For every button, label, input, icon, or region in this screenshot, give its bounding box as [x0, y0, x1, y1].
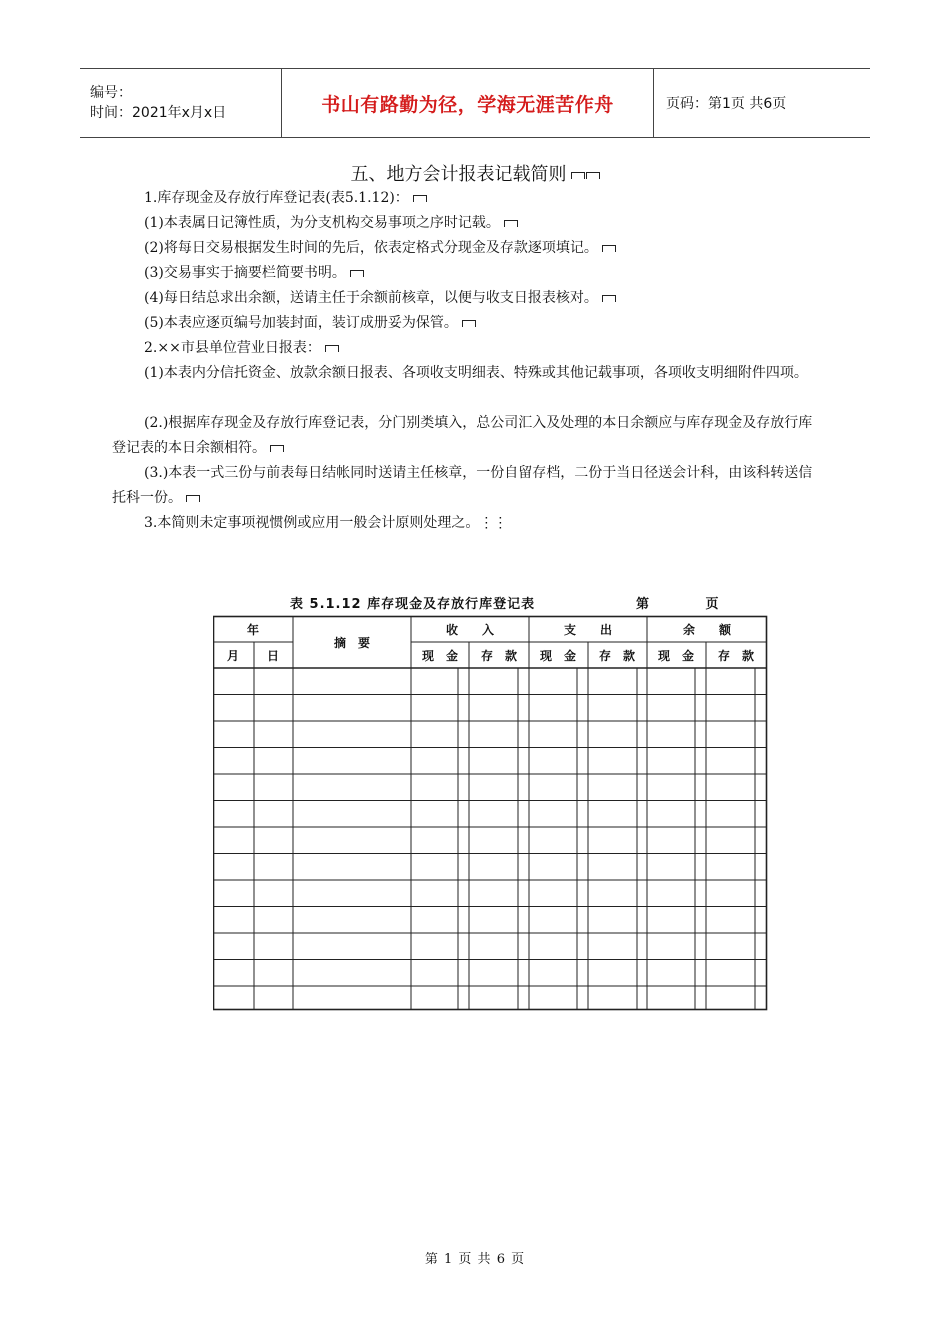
header-page-label: 页码：第1页 共6页	[666, 96, 787, 112]
header-income: 收 入	[445, 623, 495, 637]
paragraph-5: (4)每日结总求出余额，送请主任于余额前核章，以便与收支日报表核对。	[144, 286, 816, 311]
header-summary: 摘 要	[333, 636, 371, 650]
header-balance-deposit: 存 款	[717, 649, 755, 663]
paragraph-6: (5)本表应逐页编号加装封面，装订成册妥为保管。	[144, 311, 816, 336]
ledger-page-caption: 第 页	[636, 597, 745, 612]
time-label: 时间：2021年x月x日	[90, 105, 227, 121]
header-year: 年	[246, 623, 260, 637]
paragraph-4: (3)交易事实于摘要栏简要书明。	[144, 261, 816, 286]
paragraph-1: 1.库存现金及存放行库登记表(表5.1.12)：	[144, 186, 816, 211]
page-footer: 第 1 页 共 6 页	[424, 1252, 526, 1267]
header-day: 日	[266, 649, 280, 663]
page-header	[80, 68, 870, 138]
header-expense: 支 出	[563, 623, 613, 637]
paragraph-7: 2.××市县单位营业日报表：	[144, 336, 816, 361]
paragraph-10: (3.)本表一式三份与前表每日结帐同时送请主任核章，一份自留存档，二份于当日径送会计科，由该科转送信托科一份。	[112, 465, 813, 506]
paragraph-2: (1)本表属日记簿性质，为分支机构交易事项之序时记载。	[144, 211, 816, 236]
ledger-caption: 表 5.1.12 库存现金及存放行库登记表	[290, 597, 536, 612]
header-expense-cash: 现 金	[539, 649, 577, 663]
header-meta	[80, 69, 281, 137]
document-title: 五、地方会计报表记载简则	[0, 160, 950, 186]
header-income-deposit: 存 款	[480, 649, 518, 663]
paragraph-8: (1)本表内分信托资金、放款余额日报表、各项收支明细表、特殊或其他记载事项，各项收支明细附件四项。	[144, 365, 808, 381]
number-label: 编号：	[90, 85, 132, 101]
ledger-grid	[213, 614, 768, 1011]
header-balance-cash: 现 金	[657, 649, 695, 663]
header-expense-deposit: 存 款	[598, 649, 636, 663]
header-month: 月	[226, 649, 240, 663]
header-motto: 书山有路勤为径，学海无涯苦作舟	[281, 69, 654, 137]
paragraph-9: (2.)根据库存现金及存放行库登记表，分门别类填入，总公司汇入及处理的本日余额应与库存现金及存放行库登记表的本日余额相符。	[112, 415, 813, 456]
header-income-cash: 现 金	[421, 649, 459, 663]
paragraph-11: 3.本简则未定事项视惯例或应用一般会计原则处理之。⋮⋮	[144, 515, 508, 531]
ledger-form	[213, 614, 768, 1011]
paragraph-3: (2)将每日交易根据发生时间的先后，依表定格式分现金及存款逐项填记。	[144, 236, 816, 261]
header-balance: 余 额	[682, 623, 732, 637]
